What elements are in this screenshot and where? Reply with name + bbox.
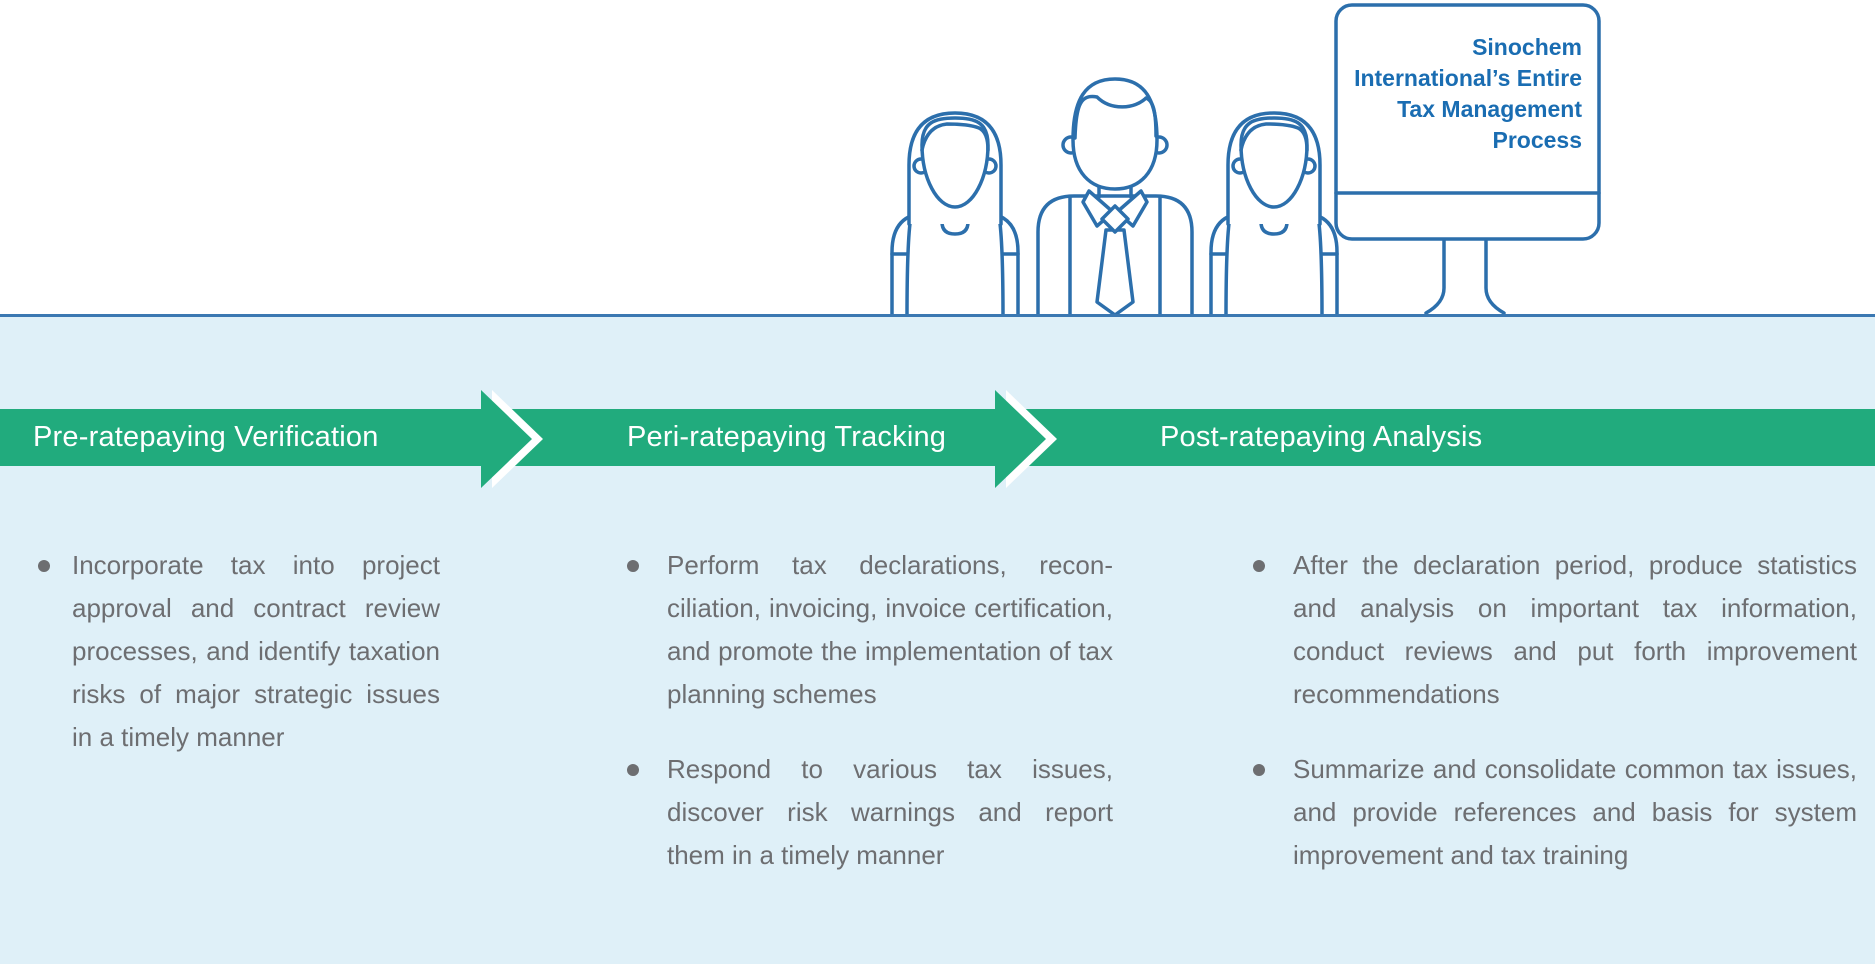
- woman-icon: [892, 113, 1018, 317]
- bullet-icon: [627, 560, 639, 572]
- bullet-icon: [627, 764, 639, 776]
- bullet-text: Summarize and consolidate common tax issues, and provide references and basis for system improvement and tax training: [1293, 754, 1857, 870]
- bullet-text: Incorporate tax into project approval and contract review processes, and identify taxation risks of major strategic issues in a timely manner: [72, 550, 440, 752]
- stage-column-peri: [627, 544, 1113, 877]
- monitor-title-line: Process: [1492, 127, 1582, 153]
- stage-column-post: [1253, 544, 1857, 877]
- list-item: [627, 748, 1113, 877]
- illustration: [0, 0, 1875, 318]
- list-item: [1253, 544, 1857, 716]
- woman-icon: [1211, 113, 1337, 317]
- man-icon: [1038, 79, 1192, 317]
- bullet-text: Perform tax declarations, reconciliation, invoicing, invoice certification, and promote the implementation of tax planning schemes: [667, 550, 1113, 709]
- list-item: [627, 544, 1113, 716]
- stage-label-pre: Pre-ratepaying Verification: [33, 421, 379, 453]
- list-item: [38, 544, 440, 759]
- bullet-text: Respond to various tax issues, discover risk warnings and report them in a timely manner: [667, 754, 1113, 870]
- bullet-text: After the declaration period, produce statistics and analysis on important tax information, conduct reviews and put forth improvement recommendations: [1293, 550, 1857, 709]
- monitor-title-line: International’s Entire: [1354, 65, 1582, 91]
- bullet-icon: [1253, 764, 1265, 776]
- list-item: [1253, 748, 1857, 877]
- stage-label-peri: Peri-ratepaying Tracking: [627, 421, 947, 453]
- stage-column-pre: [38, 544, 440, 759]
- bullet-icon: [38, 560, 50, 572]
- stage-label-post: Post-ratepaying Analysis: [1160, 421, 1483, 453]
- monitor-title-line: Tax Management: [1397, 96, 1582, 122]
- monitor-title-line: Sinochem: [1472, 34, 1582, 60]
- bullet-icon: [1253, 560, 1265, 572]
